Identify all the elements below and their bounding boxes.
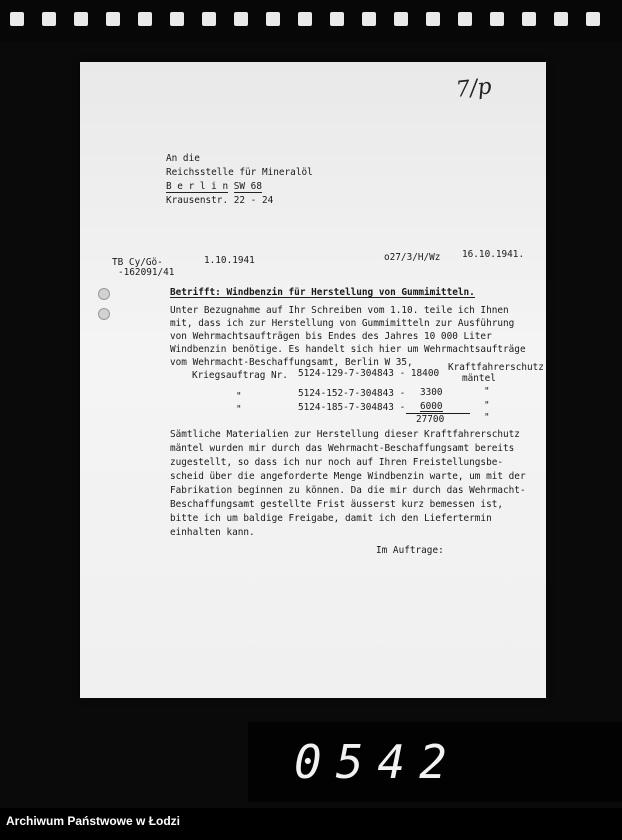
order-row3-ditto-right: " — [484, 400, 490, 411]
perforation — [554, 12, 568, 26]
body-para1-line: von Wehrmachtsaufträgen bis Endes des Jahres 10 000 Liter — [170, 331, 492, 342]
perforation — [458, 12, 472, 26]
recipient-city-line — [166, 182, 262, 191]
frame-counter: 0542 — [294, 735, 461, 789]
closing-line: Im Auftrage: — [376, 545, 444, 556]
order-row3-number: 5124-185-7-304843 - — [298, 402, 406, 413]
perforation — [266, 12, 280, 26]
body-para1-line: mit, dass ich zur Herstellung von Gummimitteln zur Ausführung — [170, 318, 515, 329]
body-para2-line: einhalten kann. — [170, 527, 255, 538]
perforation — [330, 12, 344, 26]
order-row1-item-b: mäntel — [462, 373, 496, 384]
order-row2-ditto: " — [236, 391, 242, 402]
punch-hole — [98, 288, 110, 300]
archive-number-handwritten: 7/p — [454, 74, 493, 103]
recipient-street: Krausenstr. 22 - 24 — [166, 195, 274, 206]
order-row3-ditto: " — [236, 404, 242, 415]
perforation — [490, 12, 504, 26]
recipient-line2: Reichsstelle für Mineralöl — [166, 167, 313, 178]
order-row1-number: 5124-129-7-304843 - 18400 — [298, 368, 440, 379]
body-para2-line: Fabrikation beginnen zu können. Da die mir durch das Wehrmacht- — [170, 485, 526, 496]
reference-code-2: -162091/41 — [118, 267, 175, 278]
body-para2-line: zugestellt, so dass ich nur noch auf Ihren Freistellungsbe- — [170, 457, 504, 468]
body-para2-line: Sämtliche Materialien zur Herstellung dieser Kraftfahrerschutz — [170, 429, 520, 440]
perforation — [42, 12, 56, 26]
recipient-city: B e r l i n — [166, 181, 229, 192]
footer-archive-name: Archiwum Państwowe w Łodzi — [6, 814, 181, 828]
body-para2-line: Beschaffungsamt gestellte Frist äusserst kurz bemessen ist, — [170, 499, 504, 510]
perforation — [394, 12, 408, 26]
body-para2-line: scheid über die angeforderte Menge Windbenzin warte, um mit der — [170, 471, 526, 482]
order-row2-ditto-right: " — [484, 386, 490, 397]
body-para2-line: mäntel wurden mir durch das Wehrmacht-Beschaffungsamt bereits — [170, 443, 515, 454]
perforation — [170, 12, 184, 26]
recipient-district: SW 68 — [233, 181, 262, 192]
orders-label: Kriegsauftrag Nr. — [192, 370, 288, 381]
order-total-ditto-right: " — [484, 412, 490, 423]
perforation — [202, 12, 216, 26]
perforation — [586, 12, 600, 26]
subject-line: Betrifft: Windbenzin für Herstellung von Gummimitteln. — [170, 287, 475, 298]
order-row2-qty: 3300 — [420, 387, 443, 398]
perforation — [522, 12, 536, 26]
order-row1-item-a: Kraftfahrerschutz — [448, 362, 544, 373]
order-row3-qty: 6000 — [420, 401, 443, 412]
order-total: 27700 — [416, 414, 445, 425]
perforation — [106, 12, 120, 26]
perforation — [74, 12, 88, 26]
perforation — [138, 12, 152, 26]
body-para1-line: vom Wehrmacht-Beschaffungsamt, Berlin W 35, — [170, 357, 413, 368]
perforation — [234, 12, 248, 26]
order-row2-number: 5124-152-7-304843 - — [298, 388, 406, 399]
punch-hole — [98, 308, 110, 320]
perforation — [10, 12, 24, 26]
body-para2-line: bitte ich um baldige Freigabe, damit ich den Liefertermin — [170, 513, 492, 524]
body-para1-line: Unter Bezugnahme auf Ihr Schreiben vom 1.10. teile ich Ihnen — [170, 305, 509, 316]
perforation — [298, 12, 312, 26]
reference-their-date: 1.10.1941 — [204, 255, 255, 266]
reference-code-1: TB Cy/Gö- — [112, 257, 163, 268]
perforation — [426, 12, 440, 26]
reference-our-date: 16.10.1941. — [462, 249, 525, 260]
body-para1-line: Windbenzin benötige. Es handelt sich hier um Wehrmachtsaufträge — [170, 344, 526, 355]
letter-page — [80, 62, 546, 698]
perforation — [362, 12, 376, 26]
film-perforation-strip — [0, 0, 622, 42]
reference-our-ref: o27/3/H/Wz — [384, 252, 441, 263]
recipient-line1: An die — [166, 153, 200, 164]
